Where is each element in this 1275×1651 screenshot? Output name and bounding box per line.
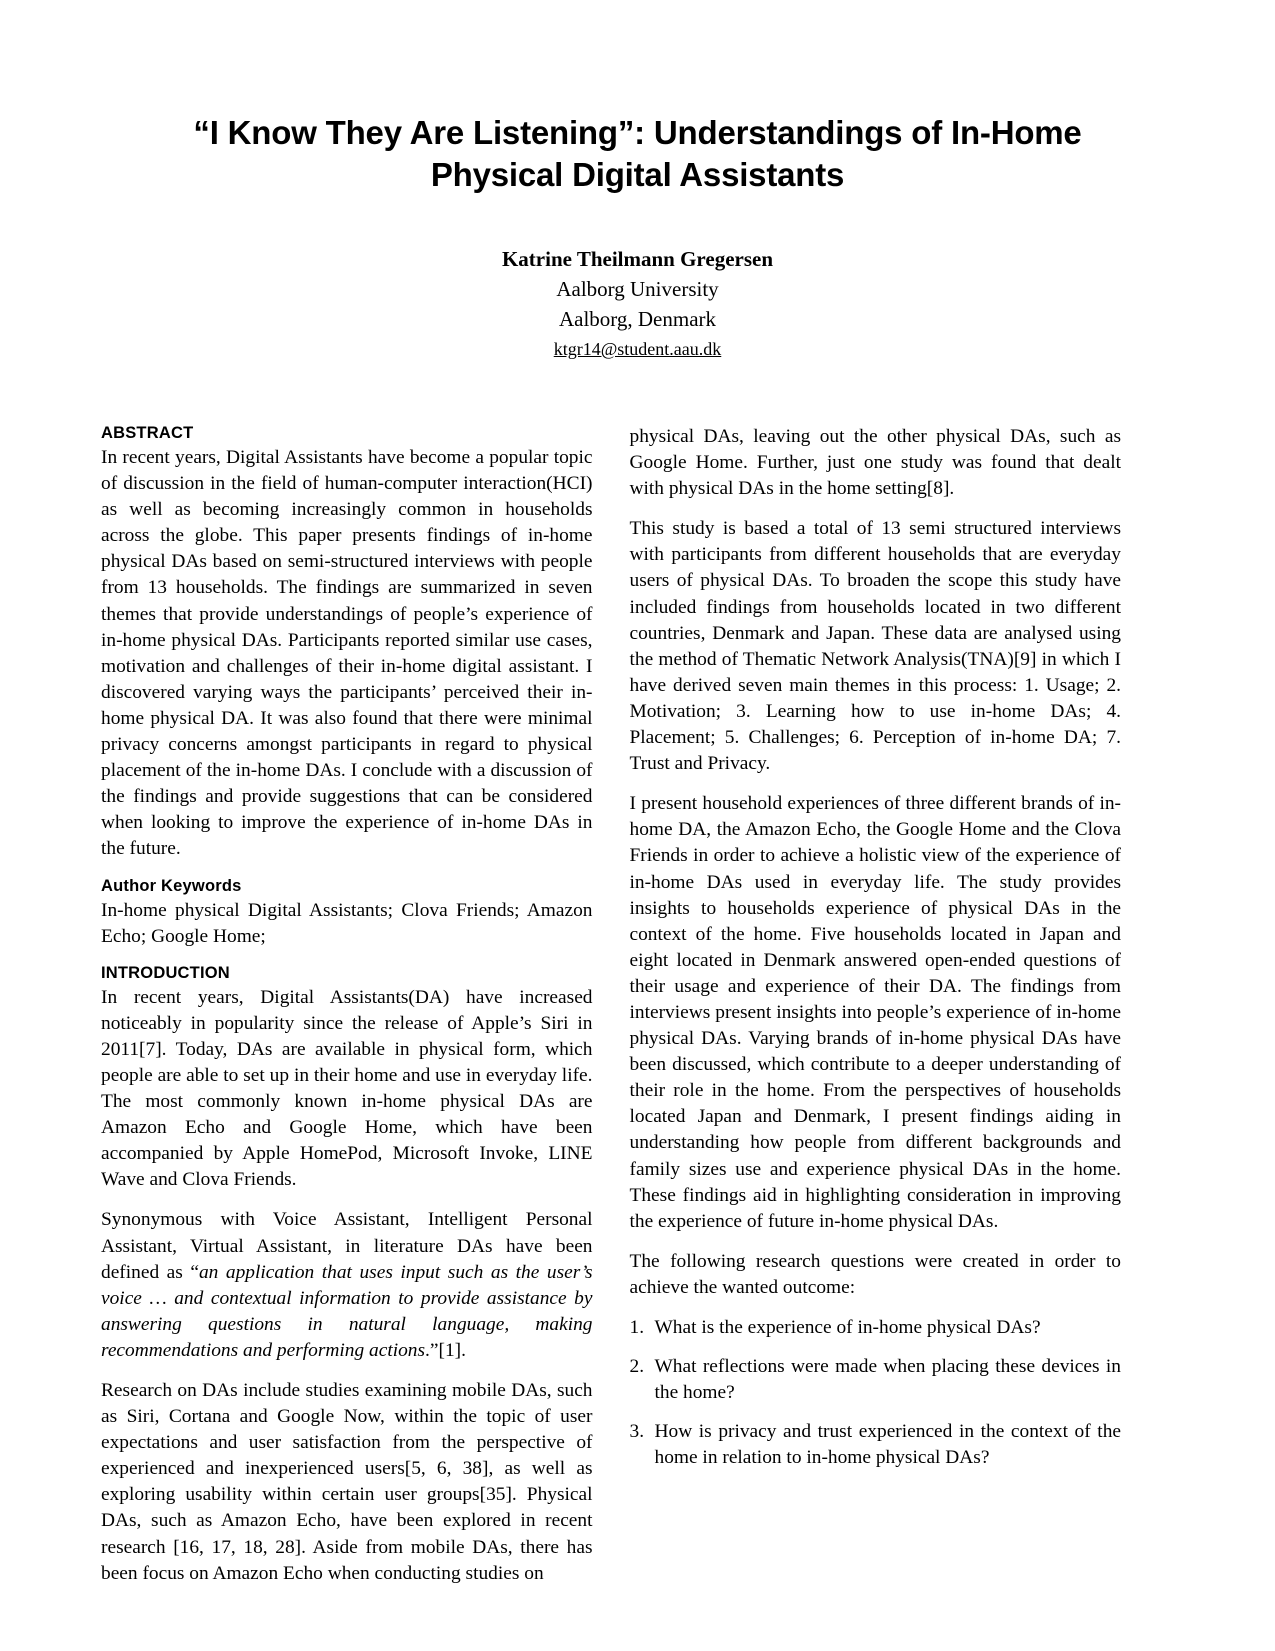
- page-title: “I Know They Are Listening”: Understandings of In-Home Physical Digital Assistants: [193, 114, 1082, 194]
- continuation-paragraph-2: This study is based a total of 13 semi structured interviews with participants from different households that are everyday users of physical DAs. To broaden the scope this study have included findings from households located in two different countries, Denmark and Japan. These data are analysed using the method of Thematic Network Analysis(TNA)[9] in which I have derived seven main themes in this process: 1. Usage; 2. Motivation; 3. Learning how to use in-home DAs; 4. Placement; 5. Challenges; 6. Perception of in-home DA; 7. Trust and Privacy.: [629, 518, 1121, 775]
- author-keywords-text: In-home physical Digital Assistants; Clova Friends; Amazon Echo; Google Home;: [101, 899, 593, 947]
- research-question-item: [630, 1315, 1122, 1341]
- research-question-text: What is the experience of in-home physical DAs?: [654, 1317, 1041, 1338]
- paper-header: [0, 0, 1275, 362]
- continuation-paragraph-1: physical DAs, leaving out the other physical DAs, such as Google Home. Further, just one study was found that dealt with physical DAs in the home setting[8].: [629, 426, 1121, 500]
- introduction-paragraph-3: Research on DAs include studies examining mobile DAs, such as Siri, Cortana and Google Now, within the topic of user expectations and user satisfaction from the perspective of experienced and inexperienced users[5, 6, 38], as well as exploring usability within certain user groups[35]. Physical DAs, such as Amazon Echo, have been explored in recent research [16, 17, 18, 28]. Aside from mobile DAs, there has been focus on Amazon Echo when conducting studies on: [101, 1380, 593, 1584]
- author-affiliation: Aalborg University: [556, 277, 719, 302]
- abstract-heading: ABSTRACT: [101, 424, 194, 442]
- research-question-number: 1.: [629, 1317, 645, 1338]
- introduction-heading: INTRODUCTION: [101, 963, 230, 982]
- left-column: [101, 424, 593, 1587]
- research-question-item: [630, 1354, 1122, 1406]
- two-column-body: [101, 424, 1121, 1587]
- research-questions-list: [630, 1315, 1122, 1471]
- research-question-text: How is privacy and trust experienced in the context of the home in relation to in-home physical DAs?: [654, 1421, 1121, 1469]
- right-column: [630, 424, 1122, 1587]
- author-keywords-heading: Author Keywords: [101, 876, 242, 895]
- author-block: [100, 246, 1175, 362]
- introduction-paragraph-2: [101, 1207, 593, 1364]
- definition-quote: an application that uses input such as the user’s voice … and contextual information to provide assistance by answering questions in natural language, making recommendations and performing actions: [101, 1261, 593, 1361]
- introduction-paragraph-1: In recent years, Digital Assistants(DA) have increased noticeably in popularity since the release of Apple’s Siri in 2011[7]. Today, DAs are available in physical form, which people are able to set up in their home and use in everyday life. The most commonly known in-home physical DAs are Amazon Echo and Google Home, which have been accompanied by Apple HomePod, Microsoft Invoke, LINE Wave and Clova Friends.: [101, 986, 593, 1191]
- research-question-number: 2.: [629, 1356, 645, 1378]
- continuation-paragraph-3: I present household experiences of three different brands of in-home DA, the Amazon Echo, the Google Home and the Clova Friends in order to achieve a holistic view of the experience of in-home DAs used in everyday life. The study provides insights to households experience of physical DAs in the context of the home. Five households located in Japan and eight located in Denmark answered open-ended questions of their usage and experience of their DA. The findings from interviews present insights into people’s experience of in-home physical DAs. Varying brands of in-home physical DAs have been discussed, which contribute to a deeper understanding of their role in the home. From the perspectives of households located Japan and Denmark, I present findings aiding in understanding how people from different backgrounds and family sizes use and experience physical DAs in the home. These findings aid in highlighting consideration in improving the experience of future in-home physical DAs.: [629, 793, 1121, 1232]
- definition-citation: .”[1].: [425, 1339, 466, 1361]
- author-name: Katrine Theilmann Gregersen: [501, 247, 774, 272]
- research-questions-intro: The following research questions were created in order to achieve the wanted outcome:: [629, 1250, 1121, 1298]
- author-location: Aalborg, Denmark: [558, 307, 717, 332]
- research-question-text: What reflections were made when placing these devices in the home?: [654, 1356, 1121, 1404]
- research-question-item: [630, 1419, 1122, 1471]
- research-question-number: 3.: [629, 1421, 645, 1443]
- abstract-text: In recent years, Digital Assistants have become a popular topic of discussion in the field of human-computer interaction(HCI) as well as becoming increasingly common in households across the globe. This paper presents findings of in-home physical DAs based on semi-structured interviews with people from 13 households. The findings are summarized in seven themes that provide understandings of people’s experience of in-home physical DAs. Participants reported similar use cases, motivation and challenges of their in-home digital assistant. I discovered varying ways the participants’ perceived their in-home physical DA. It was also found that there were minimal privacy concerns amongst participants in regard to physical placement of the in-home DAs. I conclude with a discussion of the findings and provide suggestions that can be considered when looking to improve the experience of in-home DAs in the future.: [101, 447, 593, 860]
- author-email-link[interactable]: ktgr14@student.aau.dk: [553, 339, 722, 360]
- definition-lead-in: Synonymous with Voice Assistant, Intelligent Personal Assistant, Virtual Assistant, in literature DAs have been defined as “: [101, 1209, 593, 1283]
